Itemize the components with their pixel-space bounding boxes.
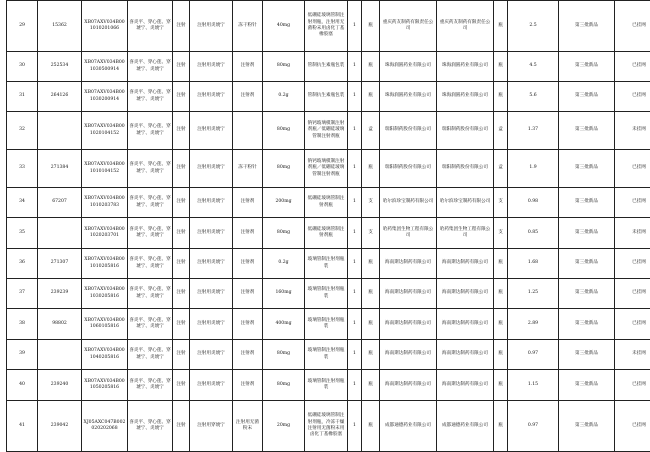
table-row — [7, 112, 650, 150]
cell-manufacturer: 海南斯达制药有限公司 — [380, 340, 437, 370]
cell-packaging: 玻璃管制注射剂瓶装 — [305, 279, 348, 309]
cell-listing-status: 未挂网 — [615, 218, 650, 249]
cell-specification: 40mg — [263, 1, 305, 52]
table-row — [7, 1, 650, 52]
cell-manufacturer: 海南斯达制药有限公司 — [380, 249, 437, 279]
cell-packaging: 低硼硅玻璃管制注射剂瓶 — [305, 218, 348, 249]
cell-product-id: 67207 — [38, 188, 82, 218]
table-row — [7, 52, 650, 82]
cell-dosage-form: 注射剂 — [233, 309, 263, 340]
cell-batch: 第三批新品 — [559, 82, 615, 112]
cell-manufacturer: 珠海润圆药业有限公司 — [380, 82, 437, 112]
cell-ingredient-group: 喜炎平、穿心莲、穿琥宁、炎琥宁 — [128, 188, 173, 218]
cell-min-unit: 瓶 — [362, 370, 380, 401]
cell-specification: 80mg — [263, 112, 305, 150]
cell-serial-number: 35 — [7, 218, 38, 249]
cell-ingredient-group: 喜炎平、穿心莲、穿琥宁、炎琥宁 — [128, 112, 173, 150]
cell-route: 注射 — [173, 279, 190, 309]
cell-sale-unit: 支 — [494, 188, 508, 218]
cell-min-unit: 瓶 — [362, 279, 380, 309]
cell-drug-name: 注射用炎琥宁 — [190, 82, 233, 112]
cell-manufacturer: 海南斯达制药有限公司 — [380, 370, 437, 401]
drug-listing-sheet — [6, 0, 644, 452]
cell-price: 2.5 — [508, 1, 559, 52]
cell-listing-status: 已挂网 — [615, 150, 650, 188]
cell-packaging: 管制抗生素瓶包装 — [305, 52, 348, 82]
cell-packaging: 低硼硅玻璃管制注射剂瓶，注射用无菌粉末用卤化丁基橡胶塞 — [305, 1, 348, 52]
cell-price: 1.25 — [508, 279, 559, 309]
cell-route: 注射 — [173, 340, 190, 370]
cell-price: 5.6 — [508, 82, 559, 112]
cell-drug-code: XB07AXV034B001010203783 — [82, 188, 128, 218]
cell-batch: 第三批新品 — [559, 1, 615, 52]
cell-batch: 第三批新品 — [559, 218, 615, 249]
cell-drug-code: XB07AXV034B001030205816 — [82, 279, 128, 309]
table-row — [7, 309, 650, 340]
cell-manufacturer: 成都通德药业有限公司 — [380, 401, 437, 452]
cell-price: 0.97 — [508, 340, 559, 370]
cell-conversion-quantity: 1 — [348, 401, 362, 452]
cell-drug-code: XB07AXV034B001020104152 — [82, 112, 128, 150]
cell-product-id: 98802 — [38, 309, 82, 340]
cell-conversion-quantity: 1 — [348, 218, 362, 249]
cell-drug-name: 注射用穿琥宁 — [190, 401, 233, 452]
cell-product-id: 15362 — [38, 1, 82, 52]
cell-ingredient-group: 喜炎平、穿心莲、穿琥宁、炎琥宁 — [128, 309, 173, 340]
cell-serial-number: 29 — [7, 1, 38, 52]
cell-specification: 200mg — [263, 188, 305, 218]
cell-manufacturer: 海南斯达制药有限公司 — [380, 279, 437, 309]
cell-manufacturer: 珠海润圆药业有限公司 — [380, 52, 437, 82]
cell-batch: 第三批新品 — [559, 52, 615, 82]
cell-drug-name: 注射用炎琥宁 — [190, 279, 233, 309]
cell-drug-code: XB07AXV034B001060105816 — [82, 309, 128, 340]
cell-sale-unit: 瓶 — [494, 52, 508, 82]
cell-product-id: 264126 — [38, 82, 82, 112]
cell-drug-name: 注射用炎琥宁 — [190, 52, 233, 82]
cell-product-id — [38, 340, 82, 370]
cell-price: 1.37 — [508, 112, 559, 150]
cell-route: 注射 — [173, 249, 190, 279]
cell-drug-code: XB07AXV034B001030500914 — [82, 52, 128, 82]
cell-applicant-company: 海南斯达制药有限公司 — [437, 309, 494, 340]
cell-manufacturer: 哈药集团生物工程有限公司 — [380, 218, 437, 249]
cell-route: 注射 — [173, 309, 190, 340]
cell-serial-number: 34 — [7, 188, 38, 218]
cell-min-unit: 瓶 — [362, 401, 380, 452]
drug-table — [6, 0, 650, 452]
cell-route: 注射 — [173, 370, 190, 401]
cell-min-unit: 瓶 — [362, 309, 380, 340]
cell-specification: 80mg — [263, 370, 305, 401]
cell-ingredient-group: 喜炎平、穿心莲、穿琥宁、炎琥宁 — [128, 1, 173, 52]
cell-listing-status: 已挂网 — [615, 279, 650, 309]
cell-batch: 第三批新品 — [559, 401, 615, 452]
cell-route: 注射 — [173, 52, 190, 82]
cell-drug-code: XB07AXV034B001050205816 — [82, 370, 128, 401]
cell-min-unit: 瓶 — [362, 1, 380, 52]
cell-sale-unit: 瓶 — [494, 401, 508, 452]
cell-ingredient-group: 喜炎平、穿心莲、穿琥宁、炎琥宁 — [128, 150, 173, 188]
cell-sale-unit: 支 — [494, 218, 508, 249]
cell-drug-name: 注射用炎琥宁 — [190, 249, 233, 279]
table-row — [7, 401, 650, 452]
table-row — [7, 249, 650, 279]
cell-min-unit: 盒 — [362, 112, 380, 150]
cell-price: 2.89 — [508, 309, 559, 340]
cell-dosage-form: 注射剂 — [233, 370, 263, 401]
cell-dosage-form: 注射用无菌粉末 — [233, 401, 263, 452]
cell-product-id — [38, 218, 82, 249]
cell-dosage-form: 注射剂 — [233, 218, 263, 249]
cell-specification: 80mg — [263, 340, 305, 370]
cell-serial-number: 36 — [7, 249, 38, 279]
cell-drug-name: 注射用炎琥宁 — [190, 370, 233, 401]
cell-applicant-company: 瑞阳制药股份有限公司 — [437, 112, 494, 150]
cell-applicant-company: 海南斯达制药有限公司 — [437, 249, 494, 279]
cell-applicant-company: 海南斯达制药有限公司 — [437, 370, 494, 401]
cell-sale-unit: 瓶 — [494, 279, 508, 309]
cell-sale-unit: 瓶 — [494, 82, 508, 112]
cell-batch: 第三批新品 — [559, 249, 615, 279]
cell-route: 注射 — [173, 112, 190, 150]
cell-batch: 第三批新品 — [559, 370, 615, 401]
cell-listing-status: 已挂网 — [615, 82, 650, 112]
cell-sale-unit: 瓶 — [494, 249, 508, 279]
cell-min-unit: 支 — [362, 188, 380, 218]
cell-serial-number: 39 — [7, 340, 38, 370]
cell-dosage-form — [233, 112, 263, 150]
cell-price: 0.85 — [508, 218, 559, 249]
cell-drug-code: XB07AXV034B001010201066 — [82, 1, 128, 52]
cell-drug-code: XB07AXV034B001010104152 — [82, 150, 128, 188]
cell-packaging: 低硼硅玻璃管制注射剂瓶 — [305, 188, 348, 218]
cell-manufacturer: 瑞阳制药股份有限公司 — [380, 150, 437, 188]
cell-conversion-quantity: 1 — [348, 150, 362, 188]
cell-listing-status: 已挂网 — [615, 52, 650, 82]
cell-applicant-company: 哈药集团生物工程有限公司 — [437, 218, 494, 249]
cell-dosage-form: 注射剂 — [233, 249, 263, 279]
cell-applicant-company: 海南斯达制药有限公司 — [437, 279, 494, 309]
cell-listing-status: 已挂网 — [615, 401, 650, 452]
table-row — [7, 188, 650, 218]
cell-min-unit: 瓶 — [362, 340, 380, 370]
cell-conversion-quantity: 1 — [348, 370, 362, 401]
cell-product-id: 239239 — [38, 279, 82, 309]
cell-applicant-company: 成都通德药业有限公司 — [437, 401, 494, 452]
cell-product-id: 271384 — [38, 150, 82, 188]
cell-drug-code: XB07AXV034B001020203701 — [82, 218, 128, 249]
cell-dosage-form: 冻干粉针 — [233, 150, 263, 188]
cell-price: 1.15 — [508, 370, 559, 401]
cell-route: 注射 — [173, 1, 190, 52]
cell-packaging: 钠钙玻璃模制注射剂瓶／低硼硅玻璃管制注射剂瓶 — [305, 150, 348, 188]
cell-packaging: 玻璃管制注射剂瓶装 — [305, 309, 348, 340]
cell-route: 注射 — [173, 82, 190, 112]
cell-sale-unit: 盒 — [494, 112, 508, 150]
cell-ingredient-group: 喜炎平、穿心莲、穿琥宁、炎琥宁 — [128, 401, 173, 452]
cell-ingredient-group: 喜炎平、穿心莲、穿琥宁、炎琥宁 — [128, 218, 173, 249]
cell-drug-name: 注射用炎琥宁 — [190, 1, 233, 52]
cell-applicant-company: 哈尔滨珍宝制药有限公司 — [437, 188, 494, 218]
cell-dosage-form: 注射剂 — [233, 52, 263, 82]
cell-specification: 20mg — [263, 401, 305, 452]
cell-manufacturer: 海南斯达制药有限公司 — [380, 309, 437, 340]
cell-min-unit: 瓶 — [362, 52, 380, 82]
cell-listing-status: 已挂网 — [615, 309, 650, 340]
cell-batch: 第三批新品 — [559, 150, 615, 188]
cell-min-unit: 瓶 — [362, 82, 380, 112]
cell-listing-status: 已挂网 — [615, 1, 650, 52]
cell-serial-number: 32 — [7, 112, 38, 150]
cell-route: 注射 — [173, 401, 190, 452]
cell-packaging: 低硼硅玻璃管制注射剂瓶，冷冻干燥注射用无菌粉末用卤化丁基橡胶塞 — [305, 401, 348, 452]
cell-ingredient-group: 喜炎平、穿心莲、穿琥宁、炎琥宁 — [128, 82, 173, 112]
cell-batch: 第三批新品 — [559, 340, 615, 370]
cell-packaging: 玻璃管制注射剂瓶装 — [305, 249, 348, 279]
cell-packaging: 钠钙玻璃模制注射剂瓶／低硼硅玻璃管制注射剂瓶 — [305, 112, 348, 150]
cell-ingredient-group: 喜炎平、穿心莲、穿琥宁、炎琥宁 — [128, 249, 173, 279]
cell-price: 0.98 — [508, 188, 559, 218]
table-row — [7, 218, 650, 249]
cell-manufacturer: 重庆药友制药有限责任公司 — [380, 1, 437, 52]
cell-conversion-quantity: 1 — [348, 340, 362, 370]
cell-drug-name: 注射用炎琥宁 — [190, 188, 233, 218]
cell-specification: 0.2g — [263, 82, 305, 112]
cell-price: 1.9 — [508, 150, 559, 188]
cell-conversion-quantity: 1 — [348, 188, 362, 218]
cell-specification: 80mg — [263, 150, 305, 188]
table-row — [7, 150, 650, 188]
cell-product-id: 252534 — [38, 52, 82, 82]
cell-ingredient-group: 喜炎平、穿心莲、穿琥宁、炎琥宁 — [128, 370, 173, 401]
cell-listing-status: 已挂网 — [615, 188, 650, 218]
cell-dosage-form: 注射剂 — [233, 340, 263, 370]
cell-listing-status: 未挂网 — [615, 112, 650, 150]
cell-ingredient-group: 喜炎平、穿心莲、穿琥宁、炎琥宁 — [128, 340, 173, 370]
cell-product-id: 239240 — [38, 370, 82, 401]
cell-route: 注射 — [173, 188, 190, 218]
cell-sale-unit: 盒 — [494, 150, 508, 188]
cell-applicant-company: 珠海润圆药业有限公司 — [437, 52, 494, 82]
cell-drug-name: 注射用炎琥宁 — [190, 309, 233, 340]
table-row — [7, 340, 650, 370]
cell-serial-number: 37 — [7, 279, 38, 309]
cell-drug-code: XB07AXV034B001040205816 — [82, 340, 128, 370]
cell-drug-code: XB07AXV034B001010205816 — [82, 249, 128, 279]
cell-serial-number: 40 — [7, 370, 38, 401]
cell-sale-unit: 瓶 — [494, 370, 508, 401]
cell-specification: 80mg — [263, 52, 305, 82]
cell-min-unit: 瓶 — [362, 249, 380, 279]
cell-packaging: 管制抗生素瓶包装 — [305, 82, 348, 112]
cell-drug-code: XJ05AXC047B002020202068 — [82, 401, 128, 452]
cell-conversion-quantity: 1 — [348, 249, 362, 279]
cell-listing-status: 已挂网 — [615, 370, 650, 401]
cell-serial-number: 38 — [7, 309, 38, 340]
cell-ingredient-group: 喜炎平、穿心莲、穿琥宁、炎琥宁 — [128, 279, 173, 309]
cell-conversion-quantity: 1 — [348, 82, 362, 112]
cell-specification: 160mg — [263, 279, 305, 309]
cell-min-unit: 瓶 — [362, 150, 380, 188]
cell-dosage-form: 注射剂 — [233, 82, 263, 112]
cell-packaging: 玻璃管制注射剂瓶装 — [305, 370, 348, 401]
cell-applicant-company: 瑞阳制药股份有限公司 — [437, 150, 494, 188]
cell-price: 0.97 — [508, 401, 559, 452]
cell-applicant-company: 珠海润圆药业有限公司 — [437, 82, 494, 112]
cell-dosage-form: 注射剂 — [233, 279, 263, 309]
cell-price: 1.68 — [508, 249, 559, 279]
cell-applicant-company: 海南斯达制药有限公司 — [437, 340, 494, 370]
cell-listing-status: 未挂网 — [615, 340, 650, 370]
cell-product-id — [38, 112, 82, 150]
cell-batch: 第三批新品 — [559, 279, 615, 309]
cell-ingredient-group: 喜炎平、穿心莲、穿琥宁、炎琥宁 — [128, 52, 173, 82]
cell-dosage-form: 冻干粉针 — [233, 1, 263, 52]
cell-serial-number: 30 — [7, 52, 38, 82]
cell-manufacturer: 哈尔滨珍宝制药有限公司 — [380, 188, 437, 218]
cell-packaging: 玻璃管制注射剂瓶装 — [305, 340, 348, 370]
cell-manufacturer: 瑞阳制药股份有限公司 — [380, 112, 437, 150]
cell-serial-number: 33 — [7, 150, 38, 188]
table-body — [7, 1, 650, 452]
cell-price: 4.5 — [508, 52, 559, 82]
cell-conversion-quantity: 1 — [348, 279, 362, 309]
cell-batch: 第三批新品 — [559, 112, 615, 150]
cell-drug-name: 注射用炎琥宁 — [190, 150, 233, 188]
cell-conversion-quantity: 1 — [348, 52, 362, 82]
cell-batch: 第三批新品 — [559, 188, 615, 218]
table-row — [7, 82, 650, 112]
cell-drug-name: 注射用炎琥宁 — [190, 218, 233, 249]
cell-specification: 0.2g — [263, 249, 305, 279]
cell-batch: 第三批新品 — [559, 309, 615, 340]
cell-conversion-quantity: 1 — [348, 309, 362, 340]
cell-sale-unit: 瓶 — [494, 309, 508, 340]
cell-dosage-form: 注射剂 — [233, 188, 263, 218]
cell-serial-number: 41 — [7, 401, 38, 452]
cell-product-id: 271307 — [38, 249, 82, 279]
cell-applicant-company: 重庆药友制药有限责任公司 — [437, 1, 494, 52]
cell-specification: 400mg — [263, 309, 305, 340]
cell-route: 注射 — [173, 218, 190, 249]
cell-drug-code: XB07AXV034B001030200914 — [82, 82, 128, 112]
cell-min-unit: 支 — [362, 218, 380, 249]
cell-listing-status: 已挂网 — [615, 249, 650, 279]
cell-specification: 80mg — [263, 218, 305, 249]
cell-drug-name: 注射用炎琥宁 — [190, 340, 233, 370]
cell-route: 注射 — [173, 150, 190, 188]
cell-conversion-quantity: 1 — [348, 1, 362, 52]
cell-conversion-quantity: 1 — [348, 112, 362, 150]
table-row — [7, 279, 650, 309]
cell-sale-unit: 瓶 — [494, 340, 508, 370]
table-row — [7, 370, 650, 401]
cell-serial-number: 31 — [7, 82, 38, 112]
cell-drug-name: 注射用炎琥宁 — [190, 112, 233, 150]
cell-product-id: 239042 — [38, 401, 82, 452]
cell-sale-unit: 瓶 — [494, 1, 508, 52]
